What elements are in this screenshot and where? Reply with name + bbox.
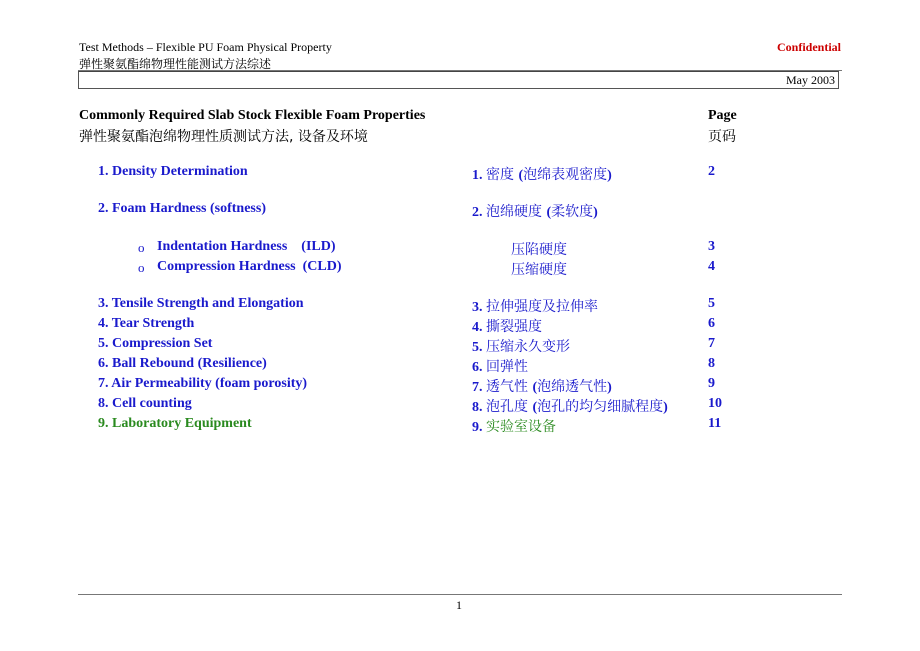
toc-item-5-page: 7 xyxy=(708,336,715,351)
toc-item-5-en[interactable]: 5. Compression Set xyxy=(98,336,213,351)
toc-item-2-cn-paren-open: ( xyxy=(546,205,552,220)
toc-item-6-cn[interactable] xyxy=(472,356,528,376)
toc-item-3-page: 5 xyxy=(708,296,715,311)
toc-item-3-cn-text: 拉伸强度及拉伸率 xyxy=(486,299,598,315)
toc-item-8-cn-num: 8. xyxy=(472,400,483,415)
section-title-cn: 弹性聚氨酯泡绵物理性质测试方法, 设备及环境 xyxy=(79,129,368,145)
toc-item-8-cn-text: 泡孔度 xyxy=(486,399,533,415)
toc-item-7-cn-paren-open: ( xyxy=(532,380,538,395)
toc-item-1-page: 2 xyxy=(708,164,715,179)
toc-item-6-en[interactable]: 6. Ball Rebound (Resilience) xyxy=(98,356,267,371)
header-date: May 2003 xyxy=(786,73,835,87)
toc-item-1-cn-paren-close: ) xyxy=(607,168,612,183)
toc-subitem-2-cn[interactable]: 压缩硬度 xyxy=(511,262,567,278)
page-column-header-cn: 页码 xyxy=(708,129,736,145)
toc-item-7-page: 9 xyxy=(708,376,715,391)
toc-item-8-cn-paren-close: ) xyxy=(663,400,668,415)
toc-subitem-1-en[interactable]: Indentation Hardness (ILD) xyxy=(157,239,336,254)
toc-item-7-en[interactable]: 7. Air Permeability (foam porosity) xyxy=(98,376,308,391)
toc-item-2-cn[interactable] xyxy=(472,201,598,221)
toc-item-9-cn[interactable] xyxy=(472,416,556,436)
toc-item-6-cn-num: 6. xyxy=(472,360,483,375)
toc-item-7-cn-num: 7. xyxy=(472,380,483,395)
toc-item-8-cn-inner: 泡孔的均匀细腻程度 xyxy=(537,399,664,415)
toc-item-1-cn-num: 1. xyxy=(472,168,483,183)
toc-item-7-cn-paren-close: ) xyxy=(607,380,612,395)
toc-item-9-cn-num: 9. xyxy=(472,420,483,435)
toc-subitem-1-page: 3 xyxy=(708,239,715,254)
toc-item-4-page: 6 xyxy=(708,316,715,331)
toc-item-5-cn[interactable] xyxy=(472,336,570,356)
toc-item-2-cn-paren-close: ) xyxy=(593,205,598,220)
toc-subitem-2-page: 4 xyxy=(708,259,715,274)
toc-item-1-cn[interactable] xyxy=(472,164,612,184)
section-title-en: Commonly Required Slab Stock Flexible Foam Properties xyxy=(79,108,426,123)
toc-item-9-cn-text: 实验室设备 xyxy=(486,419,556,435)
toc-item-8-en[interactable]: 8. Cell counting xyxy=(98,396,192,411)
toc-item-4-cn-num: 4. xyxy=(472,320,483,335)
toc-item-1-cn-inner: 泡绵表观密度 xyxy=(523,167,608,183)
toc-item-3-en[interactable]: 3. Tensile Strength and Elongation xyxy=(98,296,304,311)
date-box xyxy=(78,71,839,89)
toc-subitem-1-cn[interactable]: 压陷硬度 xyxy=(511,242,567,258)
toc-item-3-cn[interactable] xyxy=(472,296,598,316)
toc-item-2-en[interactable]: 2. Foam Hardness (softness) xyxy=(98,201,266,216)
confidential-label: Confidential xyxy=(776,40,841,54)
toc-item-7-cn-inner: 泡绵透气性 xyxy=(537,379,608,395)
toc-item-2-cn-text: 泡绵硬度 xyxy=(486,204,547,220)
subitem-1-bullet: o xyxy=(138,240,145,255)
page-column-header-en: Page xyxy=(708,108,737,123)
toc-item-1-cn-paren-open: ( xyxy=(518,168,524,183)
toc-item-1-cn-text: 密度 xyxy=(486,167,519,183)
subitem-2-bullet: o xyxy=(138,260,145,275)
toc-item-8-page: 10 xyxy=(708,396,722,411)
toc-item-2-cn-num: 2. xyxy=(472,205,483,220)
toc-item-4-en[interactable]: 4. Tear Strength xyxy=(98,316,195,331)
toc-item-2-cn-inner: 柔软度 xyxy=(551,204,594,220)
header-title-en: Test Methods – Flexible PU Foam Physical Property xyxy=(79,40,332,54)
toc-item-1-en[interactable]: 1. Density Determination xyxy=(98,164,248,179)
toc-item-7-cn[interactable] xyxy=(472,376,612,396)
toc-item-6-page: 8 xyxy=(708,356,715,371)
toc-item-3-cn-num: 3. xyxy=(472,300,483,315)
toc-item-9-en[interactable]: 9. Laboratory Equipment xyxy=(98,416,252,431)
toc-item-8-cn-paren-open: ( xyxy=(532,400,538,415)
toc-item-4-cn[interactable] xyxy=(472,316,542,336)
footer-rule xyxy=(78,594,842,595)
toc-item-8-cn[interactable] xyxy=(472,396,668,416)
header-title-cn: 弹性聚氨酯绵物理性能测试方法综述 xyxy=(79,57,272,71)
toc-item-5-cn-num: 5. xyxy=(472,340,483,355)
toc-item-6-cn-text: 回弹性 xyxy=(486,359,528,375)
toc-subitem-2-en[interactable]: Compression Hardness (CLD) xyxy=(157,259,342,274)
footer-page-number: 1 xyxy=(456,598,462,612)
toc-item-7-cn-text: 透气性 xyxy=(486,379,533,395)
toc-item-4-cn-text: 撕裂强度 xyxy=(486,319,542,335)
toc-item-9-page: 11 xyxy=(708,416,722,431)
toc-item-5-cn-text: 压缩永久变形 xyxy=(486,339,570,355)
